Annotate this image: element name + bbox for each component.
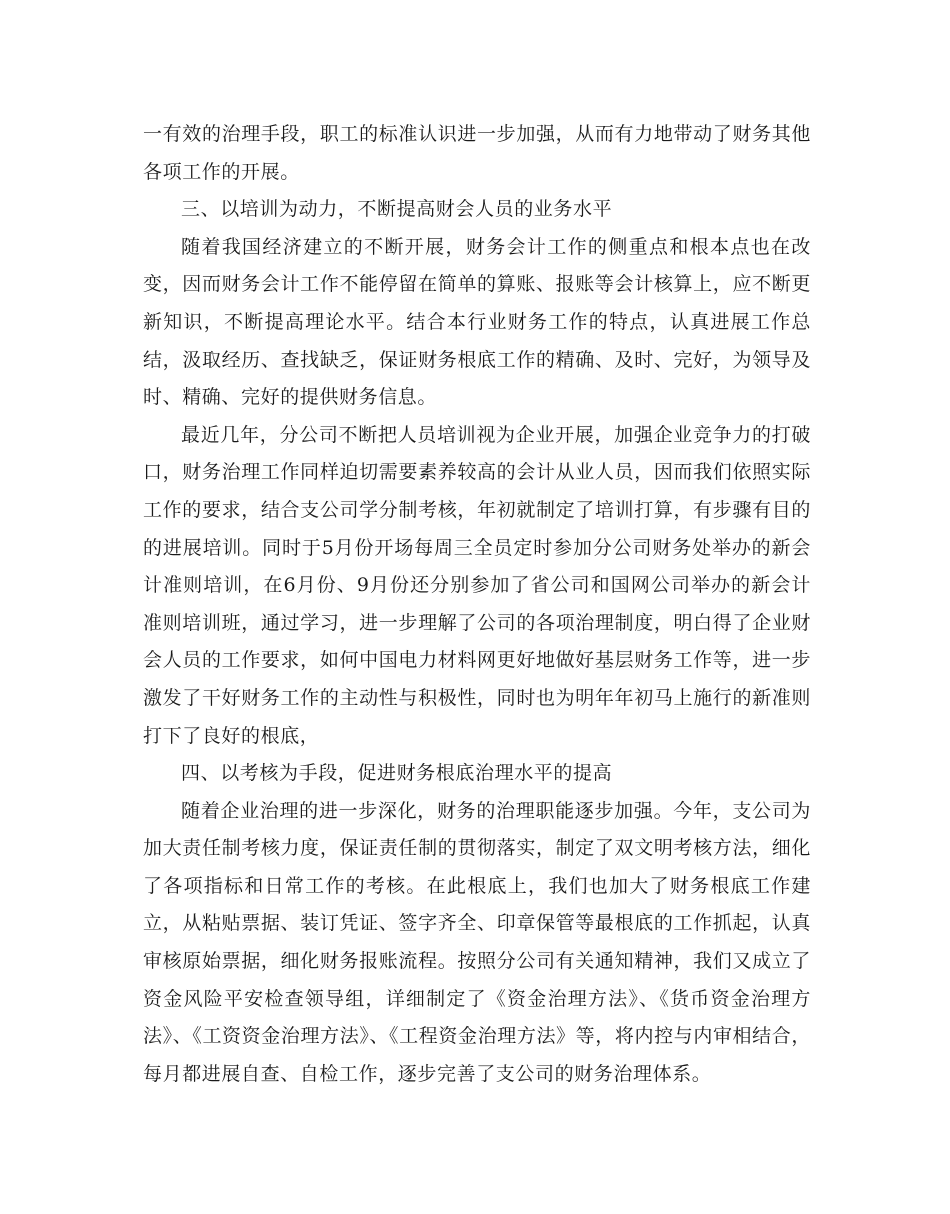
- paragraph: 最近几年，分公司不断把人员培训视为企业开展，加强企业竞争力的打破口，财务治理工作同样迫切需要素养较高的会计从业人员，因而我们依照实际工作的要求，结合支公司学分制考核，年初就制定了培训打算，有步骤有目的的进展培训。同时于5月份开场每周三全员定时参加分公司财务处举办的新会计准则培训，在6月份、9月份还分别参加了省公司和国网公司举办的新会计准则培训班，通过学习，进一步理解了公司的各项治理制度，明白得了企业财会人员的工作要求，如何中国电力材料网更好地做好基层财务工作等，进一步激发了干好财务工作的主动性与积极性，同时也为明年年初马上施行的新准则打下了良好的根底，: [143, 423, 811, 747]
- document-body: [143, 116, 811, 1093]
- section-heading-3: 三、以培训为动力，不断提高财会人员的业务水平: [181, 198, 613, 221]
- paragraph: 随着企业治理的进一步深化，财务的治理职能逐步加强。今年，支公司为加大责任制考核力度，保证责任制的贯彻落实，制定了双文明考核方法，细化了各项指标和日常工作的考核。在此根底上，我们也加大了财务根底工作建立，从粘贴票据、装订凭证、签字齐全、印章保管等最根底的工作抓起，认真审核原始票据，细化财务报账流程。按照分公司有关通知精神，我们又成立了资金风险平安检查领导组，详细制定了《资金治理方法》、《货币资金治理方法》、《工资资金治理方法》、《工程资金治理方法》等，将内控与内审相结合，每月都进展自查、自检工作，逐步完善了支公司的财务治理体系。: [143, 799, 811, 1085]
- section-heading-4: 四、以考核为手段，促进财务根底治理水平的提高: [181, 762, 613, 785]
- paragraph: 随着我国经济建立的不断开展，财务会计工作的侧重点和根本点也在改变，因而财务会计工作不能停留在简单的算账、报账等会计核算上，应不断更新知识，不断提高理论水平。结合本行业财务工作的特点，认真进展工作总结，汲取经历、查找缺乏，保证财务根底工作的精确、及时、完好，为领导及时、精确、完好的提供财务信息。: [143, 235, 811, 409]
- paragraph-continuation: 一有效的治理手段，职工的标准认识进一步加强，从而有力地带动了财务其他各项工作的开展。: [143, 123, 811, 183]
